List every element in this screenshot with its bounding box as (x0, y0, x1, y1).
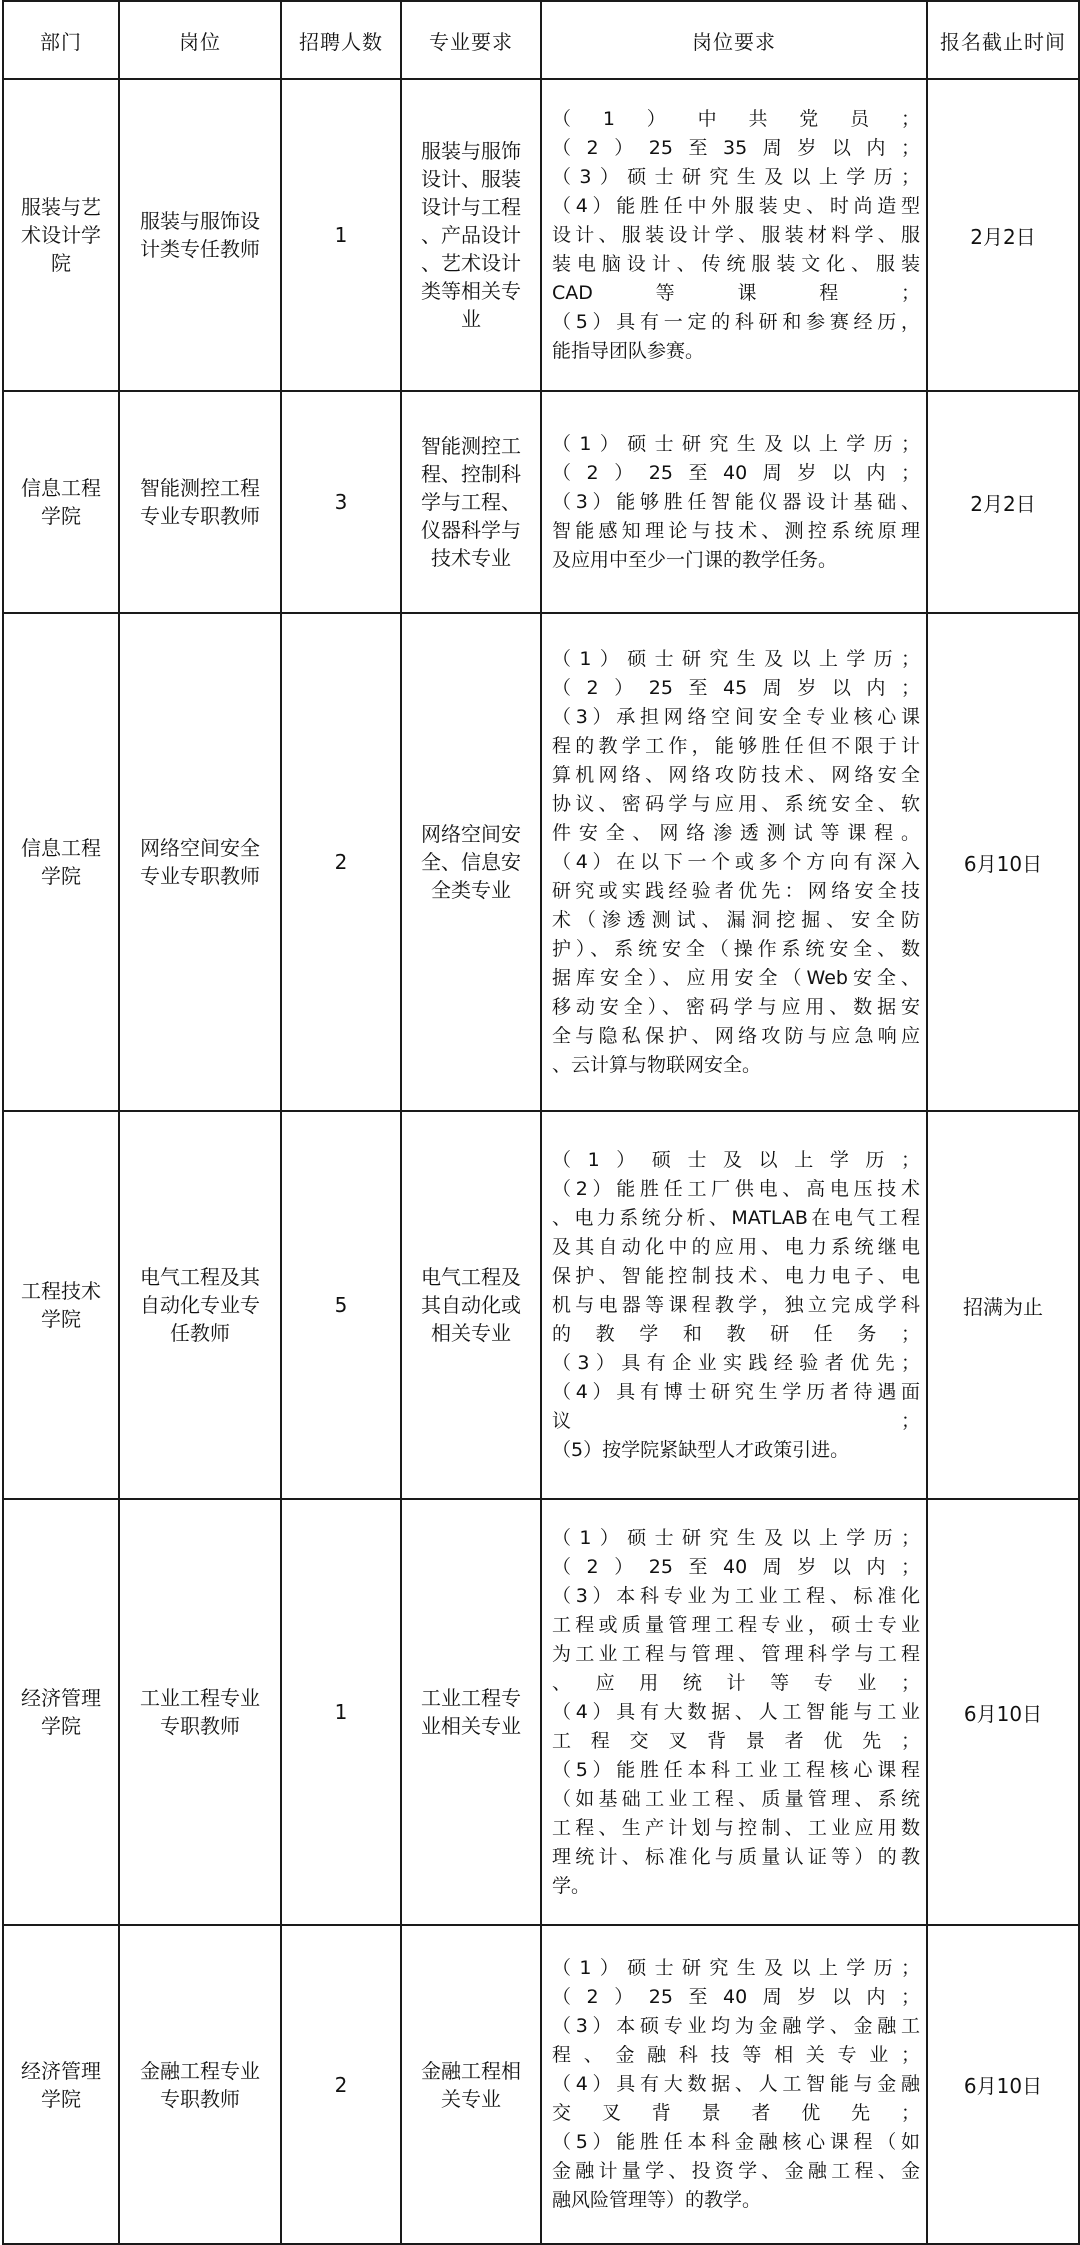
cell-line: 关专业 (441, 2086, 501, 2111)
requirement-line: （2）25至40周岁以内； (552, 461, 920, 484)
cell-line: 类等相关专 (421, 279, 521, 303)
cell-line: 工程技术 (21, 1279, 101, 1303)
position-cell (119, 391, 281, 613)
requirement-line: （1）硕士研究生及以上学历； (552, 647, 920, 670)
requirement-line: （1）中共党员； (552, 107, 920, 130)
requirements-cell-text (552, 1524, 920, 1901)
cell-line: 相关专业 (431, 1321, 511, 1345)
table-row (3, 391, 1079, 613)
header-position: 岗位 (119, 1, 281, 79)
position-cell-text (130, 1684, 270, 1740)
cell-line: 院 (51, 251, 71, 275)
major-cell-text (410, 137, 532, 333)
requirement-line: （1）硕士研究生及以上学历； (552, 1957, 920, 1979)
requirement-line: 移动安全）、密码学与应用、数据安 (552, 995, 920, 1018)
requirement-line: 件安全、网络渗透测试等课程。 (552, 821, 920, 844)
cell-line: 专职教师 (160, 2086, 240, 2111)
count-cell: 3 (281, 391, 401, 613)
cell-line: 金融工程相 (421, 2058, 521, 2083)
requirements-cell (541, 391, 927, 613)
header-row (3, 1, 1079, 79)
position-cell-text (130, 834, 270, 890)
requirement-line: 工程或质量管理工程专业，硕士专业 (552, 1613, 920, 1636)
cell-line: 设计、服装 (421, 167, 521, 191)
dept-cell (3, 1925, 119, 2244)
requirement-line: 、应用统计等专业； (552, 1671, 920, 1694)
deadline-cell: 6月10日 (927, 1499, 1079, 1925)
table-row (3, 1111, 1079, 1499)
cell-line: 学院 (41, 504, 81, 528)
requirements-cell (541, 1925, 927, 2244)
position-cell (119, 1499, 281, 1925)
cell-line: 电气工程及其 (140, 1265, 260, 1289)
deadline-cell: 2月2日 (927, 391, 1079, 613)
requirement-line: （5）具有一定的科研和参赛经历， (552, 310, 920, 333)
dept-cell-text (14, 1277, 108, 1333)
deadline-cell: 6月10日 (927, 613, 1079, 1111)
requirements-cell-text (552, 1146, 920, 1465)
cell-line: 学与工程、 (421, 490, 521, 514)
requirement-line: （3）本科专业为工业工程、标准化 (552, 1584, 920, 1607)
requirement-line: （4）具有博士研究生学历者待遇面 (552, 1380, 920, 1403)
major-cell-text (410, 1263, 532, 1347)
major-cell (401, 1499, 541, 1925)
requirements-cell-text (552, 430, 920, 575)
header-count: 招聘人数 (281, 1, 401, 79)
cell-line: 全、信息安 (421, 850, 521, 874)
cell-line: 自动化专业专 (140, 1293, 260, 1317)
cell-line: 网络空间安全 (140, 836, 260, 860)
cell-line: 服装与服饰设 (140, 209, 260, 233)
cell-line: 电气工程及 (421, 1265, 521, 1289)
cell-line: 计类专任教师 (140, 237, 260, 261)
position-cell (119, 613, 281, 1111)
cell-line: 金融工程专业 (140, 2058, 260, 2083)
requirements-cell-text (552, 645, 920, 1080)
table-row (3, 1499, 1079, 1925)
requirement-line: 、电力系统分析、MATLAB在电气工程 (552, 1206, 920, 1229)
cell-line: 其自动化或 (421, 1293, 521, 1317)
position-cell-text (130, 2057, 270, 2113)
requirements-cell-text (552, 1954, 920, 2215)
requirement-line: （4）具有大数据、人工智能与工业 (552, 1700, 920, 1723)
cell-line: 经济管理 (21, 2058, 101, 2083)
requirements-cell (541, 1499, 927, 1925)
requirement-line: （3）本硕专业均为金融学、金融工 (552, 2015, 920, 2037)
requirement-line: 融风险管理等）的教学。 (552, 2189, 762, 2211)
cell-line: 全类专业 (431, 878, 511, 902)
dept-cell-text (14, 474, 108, 530)
requirement-line: 议； (552, 1409, 920, 1432)
requirement-line: 程、金融科技等相关专业； (552, 2044, 920, 2066)
cell-line: 工业工程专业 (140, 1686, 260, 1710)
requirement-line: 算机网络、网络攻防技术、网络安全 (552, 763, 920, 786)
cell-line: 智能测控工 (421, 434, 521, 458)
requirement-line: 理统计、标准化与质量认证等）的教 (552, 1845, 920, 1868)
requirement-line: 协议、密码学与应用、系统安全、软 (552, 792, 920, 815)
cell-line: 学院 (41, 1714, 81, 1738)
position-cell (119, 79, 281, 391)
cell-line: 任教师 (170, 1321, 230, 1345)
requirement-line: （5）能胜任本科金融核心课程（如 (552, 2131, 920, 2153)
requirements-cell (541, 79, 927, 391)
cell-line: 程、控制科 (421, 462, 521, 486)
requirement-line: 保护、智能控制技术、电力电子、电 (552, 1264, 920, 1287)
cell-line: 信息工程 (21, 836, 101, 860)
position-cell-text (130, 474, 270, 530)
deadline-cell: 6月10日 (927, 1925, 1079, 2244)
cell-line: 网络空间安 (421, 822, 521, 846)
requirement-line: （2）25至45周岁以内； (552, 676, 920, 699)
requirements-cell (541, 613, 927, 1111)
requirement-line: 据库安全）、应用安全（Web安全、 (552, 966, 920, 989)
requirement-line: （5）按学院紧缺型人才政策引进。 (552, 1438, 850, 1461)
cell-line: 、产品设计 (421, 223, 521, 247)
requirement-line: （3）承担网络空间安全专业核心课 (552, 705, 920, 728)
requirement-line: （1）硕士及以上学历； (552, 1148, 920, 1171)
requirement-line: 及其自动化中的应用、电力系统继电 (552, 1235, 920, 1258)
requirement-line: （2）能胜任工厂供电、高电压技术 (552, 1177, 920, 1200)
cell-line: 设计与工程 (421, 195, 521, 219)
cell-line: 信息工程 (21, 476, 101, 500)
header-requirements: 岗位要求 (541, 1, 927, 79)
cell-line: 业相关专业 (421, 1714, 521, 1738)
recruitment-table (2, 0, 1080, 2245)
requirement-line: （2）25至35周岁以内； (552, 136, 920, 159)
cell-line: 经济管理 (21, 1686, 101, 1710)
cell-line: 专业专职教师 (140, 504, 260, 528)
requirement-line: （5）能胜任本科工业工程核心课程 (552, 1758, 920, 1781)
requirement-line: （3）能够胜任智能仪器设计基础、 (552, 490, 920, 513)
requirement-line: 的教学和教研任务； (552, 1322, 920, 1345)
cell-line: 专业专职教师 (140, 864, 260, 888)
position-cell (119, 1111, 281, 1499)
position-cell-text (130, 207, 270, 263)
cell-line: 术设计学 (21, 223, 101, 247)
requirement-line: 、云计算与物联网安全。 (552, 1053, 762, 1076)
dept-cell (3, 1111, 119, 1499)
cell-line: 智能测控工程 (140, 476, 260, 500)
requirement-line: 学。 (552, 1874, 591, 1897)
dept-cell-text (14, 2057, 108, 2113)
count-cell: 1 (281, 79, 401, 391)
position-cell-text (130, 1263, 270, 1347)
requirement-line: 设计、服装设计学、服装材料学、服 (552, 223, 920, 246)
requirement-line: （2）25至40周岁以内； (552, 1555, 920, 1578)
cell-line: 工业工程专 (421, 1686, 521, 1710)
cell-line: 技术专业 (431, 546, 511, 570)
requirement-line: 交叉背景者优先； (552, 2102, 920, 2124)
dept-cell (3, 79, 119, 391)
major-cell (401, 1111, 541, 1499)
requirement-line: 工程交叉背景者优先； (552, 1729, 920, 1752)
dept-cell-text (14, 834, 108, 890)
table-row (3, 79, 1079, 391)
major-cell-text (410, 432, 532, 572)
deadline-cell: 招满为止 (927, 1111, 1079, 1499)
requirements-cell (541, 1111, 927, 1499)
requirement-line: （4）在以下一个或多个方向有深入 (552, 850, 920, 873)
deadline-cell: 2月2日 (927, 79, 1079, 391)
count-cell: 5 (281, 1111, 401, 1499)
count-cell: 2 (281, 613, 401, 1111)
dept-cell (3, 613, 119, 1111)
cell-line: 仪器科学与 (421, 518, 521, 542)
requirement-line: （1）硕士研究生及以上学历； (552, 432, 920, 455)
requirement-line: 护）、系统安全（操作系统安全、数 (552, 937, 920, 960)
dept-cell-text (14, 193, 108, 277)
major-cell (401, 391, 541, 613)
dept-cell (3, 1499, 119, 1925)
table-row (3, 613, 1079, 1111)
requirement-line: 研究或实践经验者优先：网络安全技 (552, 879, 920, 902)
requirement-line: （如基础工业工程、质量管理、系统 (552, 1787, 920, 1810)
count-cell: 1 (281, 1499, 401, 1925)
requirement-line: 金融计量学、投资学、金融工程、金 (552, 2160, 920, 2182)
major-cell-text (410, 820, 532, 904)
major-cell (401, 1925, 541, 2244)
major-cell-text (410, 1684, 532, 1740)
dept-cell (3, 391, 119, 613)
header-major: 专业要求 (401, 1, 541, 79)
major-cell-text (410, 2057, 532, 2113)
count-cell: 2 (281, 1925, 401, 2244)
cell-line: 学院 (41, 1307, 81, 1331)
requirement-line: （1）硕士研究生及以上学历； (552, 1526, 920, 1549)
requirement-line: （4）具有大数据、人工智能与金融 (552, 2073, 920, 2095)
requirement-line: 能指导团队参赛。 (552, 339, 705, 362)
cell-line: 学院 (41, 2086, 81, 2111)
position-cell (119, 1925, 281, 2244)
cell-line: 学院 (41, 864, 81, 888)
requirement-line: 及应用中至少一门课的教学任务。 (552, 548, 838, 571)
requirement-line: CAD等课程； (552, 281, 920, 304)
requirement-line: 程的教学工作，能够胜任但不限于计 (552, 734, 920, 757)
major-cell (401, 613, 541, 1111)
cell-line: 服装与艺 (21, 195, 101, 219)
cell-line: 服装与服饰 (421, 139, 521, 163)
header-deadline: 报名截止时间 (927, 1, 1079, 79)
dept-cell-text (14, 1684, 108, 1740)
requirement-line: 装电脑设计、传统服装文化、服装 (552, 252, 920, 275)
requirement-line: （3）具有企业实践经验者优先； (552, 1351, 920, 1374)
requirement-line: 机与电器等课程教学，独立完成学科 (552, 1293, 920, 1316)
header-dept: 部门 (3, 1, 119, 79)
requirement-line: 全与隐私保护、网络攻防与应急响应 (552, 1024, 920, 1047)
requirement-line: 智能感知理论与技术、测控系统原理 (552, 519, 920, 542)
requirement-line: （3）硕士研究生及以上学历； (552, 165, 920, 188)
table-row (3, 1925, 1079, 2244)
requirements-cell-text (552, 105, 920, 366)
cell-line: 、艺术设计 (421, 251, 521, 275)
table-body (3, 79, 1079, 2244)
requirement-line: （4）能胜任中外服装史、时尚造型 (552, 194, 920, 217)
cell-line: 业 (461, 307, 481, 331)
requirement-line: 工程、生产计划与控制、工业应用数 (552, 1816, 920, 1839)
major-cell (401, 79, 541, 391)
requirement-line: 为工业工程与管理、管理科学与工程 (552, 1642, 920, 1665)
requirement-line: （2）25至40周岁以内； (552, 1986, 920, 2008)
requirement-line: 术（渗透测试、漏洞挖掘、安全防 (552, 908, 920, 931)
cell-line: 专职教师 (160, 1714, 240, 1738)
